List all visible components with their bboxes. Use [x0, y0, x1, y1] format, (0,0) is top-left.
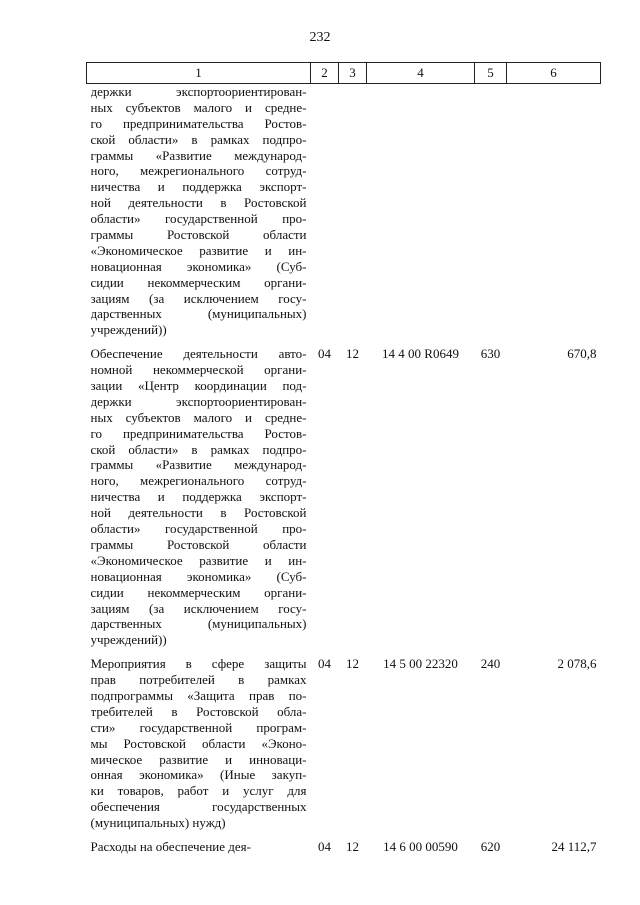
description-line: мы Ростовской области «Эконо-	[90, 735, 307, 751]
description-line: онная экономика» (Иные закуп-	[90, 767, 307, 783]
description-line: ничества и поддержка экспорт-	[90, 179, 307, 195]
description-line: Обеспечение деятельности авто-	[90, 346, 307, 362]
description-line: граммы «Развитие международ-	[90, 147, 307, 163]
description-line: ного, межрегионального сотруд-	[90, 473, 307, 489]
description-line: дарственных (муниципальных)	[90, 306, 307, 322]
description-line: «Экономическое развитие и ин-	[90, 552, 307, 568]
header-col-6: 6	[507, 63, 601, 84]
expense-type-code: 620	[480, 838, 501, 854]
description-line: номной некоммерческой органи-	[90, 362, 307, 378]
description-line: сти» государственной програм-	[90, 719, 307, 735]
section-code: 04	[318, 656, 331, 672]
description-line: обеспечения государственных	[90, 799, 307, 815]
row-description	[87, 346, 311, 648]
description-line: ной деятельности в Ростовской	[90, 505, 307, 521]
description-line: ной деятельности в Ростовской	[90, 195, 307, 211]
description-line: ных субъектов малого и средне-	[90, 409, 307, 425]
expense-type-code: 630	[480, 346, 501, 362]
table-header-row	[87, 63, 601, 84]
row-spacer	[87, 338, 601, 346]
table-row	[87, 84, 601, 339]
header-col-1: 1	[87, 63, 311, 84]
description-line: го предпринимательства Ростов-	[90, 425, 307, 441]
description-line: области» государственной про-	[90, 521, 307, 537]
description-line: сидии некоммерческим органи-	[90, 274, 307, 290]
description-line: ской области» в рамках подпро-	[90, 441, 307, 457]
description-line: зациям (за исключением госу-	[90, 600, 307, 616]
description-line: граммы «Развитие международ-	[90, 457, 307, 473]
row-description	[87, 839, 311, 855]
description-line: новационная экономика» (Суб-	[90, 568, 307, 584]
description-line: области» государственной про-	[90, 211, 307, 227]
description-line: ки товаров, работ и услуг для	[90, 783, 307, 799]
amount-value: 2 078,6	[557, 656, 597, 672]
page-number: 232	[309, 30, 331, 45]
amount-value	[507, 84, 601, 339]
subsection-code: 12	[346, 656, 359, 672]
header-col-2: 2	[311, 63, 339, 84]
header-col-3: 3	[339, 63, 367, 84]
subsection-code	[339, 84, 367, 339]
description-line: Расходы на обеспечение дея-	[90, 838, 251, 854]
description-line: учреждений))	[90, 322, 167, 338]
header-col-4: 4	[367, 63, 475, 84]
description-line: новационная экономика» (Суб-	[90, 258, 307, 274]
expense-type-code	[475, 84, 507, 339]
row-spacer	[87, 648, 601, 656]
target-article-code: 14 6 00 00590	[383, 838, 458, 854]
target-article-code: 14 5 00 22320	[383, 656, 458, 672]
description-line: го предпринимательства Ростов-	[90, 115, 307, 131]
table-row	[87, 656, 601, 831]
description-line: ской области» в рамках подпро-	[90, 131, 307, 147]
description-line: держки экспортоориентирован-	[90, 84, 307, 99]
description-line: ничества и поддержка экспорт-	[90, 489, 307, 505]
header-col-5: 5	[475, 63, 507, 84]
description-line: ного, межрегионального сотруд-	[90, 163, 307, 179]
subsection-code: 12	[346, 838, 359, 854]
row-description	[87, 84, 311, 339]
section-code	[311, 84, 339, 339]
amount-value: 670,8	[567, 346, 597, 362]
description-line: ных субъектов малого и средне-	[90, 99, 307, 115]
row-spacer	[87, 831, 601, 839]
description-line: сидии некоммерческим органи-	[90, 584, 307, 600]
table-body	[87, 84, 601, 855]
target-article-code: 14 4 00 R0649	[382, 346, 459, 362]
section-code: 04	[318, 838, 331, 854]
description-line: граммы Ростовской области	[90, 227, 307, 243]
row-description	[87, 656, 311, 831]
budget-table	[86, 62, 601, 855]
description-line: держки экспортоориентирован-	[90, 393, 307, 409]
description-line: Мероприятия в сфере защиты	[90, 656, 307, 672]
description-line: мическое развитие и инноваци-	[90, 751, 307, 767]
description-line: зации «Центр координации под-	[90, 378, 307, 394]
description-line: «Экономическое развитие и ин-	[90, 242, 307, 258]
description-line: прав потребителей в рамках	[90, 672, 307, 688]
table-row	[87, 839, 601, 855]
expense-type-code: 240	[480, 656, 501, 672]
subsection-code: 12	[346, 346, 359, 362]
description-line: (муниципальных) нужд)	[90, 815, 226, 831]
description-line: граммы Ростовской области	[90, 536, 307, 552]
description-line: дарственных (муниципальных)	[90, 616, 307, 632]
description-line: подпрограммы «Защита прав по-	[90, 687, 307, 703]
description-line: учреждений))	[90, 632, 167, 648]
table-row	[87, 346, 601, 648]
amount-value: 24 112,7	[551, 838, 597, 854]
section-code: 04	[318, 346, 331, 362]
description-line: требителей в Ростовской обла-	[90, 703, 307, 719]
target-article-code	[367, 84, 475, 339]
description-line: зациям (за исключением госу-	[90, 290, 307, 306]
